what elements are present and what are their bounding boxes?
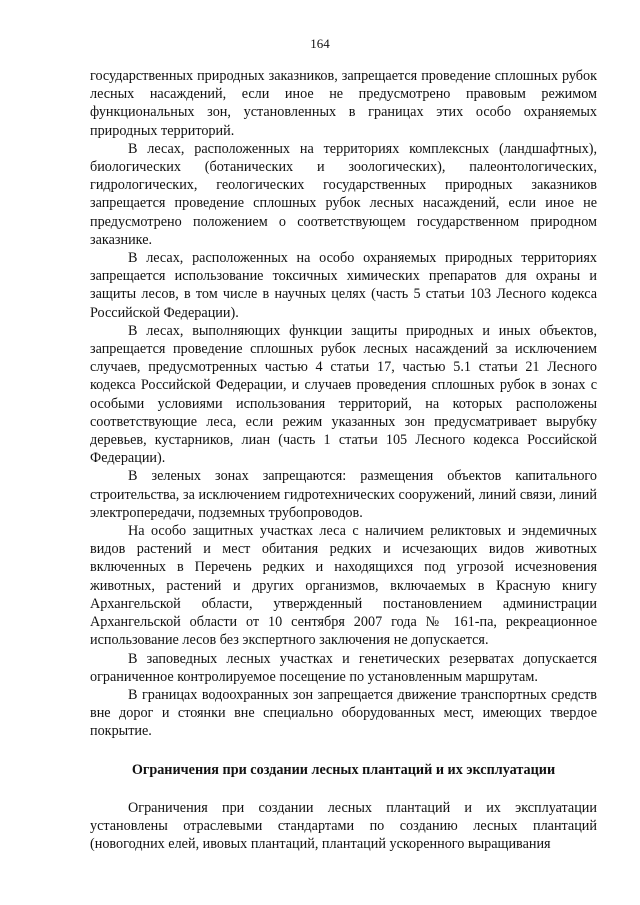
paragraph-continuation: государственных природных заказников, запрещается проведение сплошных рубок лесных насаждений, если иное не предусмотрено правовым режимом функциональных зон, установленных в границах этих особо охраняемых природных территорий. xyxy=(90,68,597,139)
paragraph: В границах водоохранных зон запрещается движение транспортных средств вне дорог и стоянки вне специально оборудованных мест, имеющих твердое покрытие. xyxy=(90,686,597,740)
page-number: 164 xyxy=(310,36,330,51)
paragraph: На особо защитных участках леса с наличием реликтовых и эндемичных видов растений и мест обитания редких и исчезающих видов животных включенных в Перечень редких и находящихся под угрозой исчезновения животных, растений и других организмов, включаемых в Красную книгу Архангельской области, утвержденный постановлением администрации Архангельской области от 10 сентября 2007 года № 161-па, рекреационное использование лесов без экспертного заключения не допускается. xyxy=(90,523,597,649)
paragraph: Ограничения при создании лесных плантаций и их эксплуатации установлены отраслевыми стандартами по созданию лесных плантаций (новогодних елей, ивовых плантаций, плантаций ускоренного выращивания xyxy=(90,799,597,853)
body-text xyxy=(90,67,597,853)
paragraph: В лесах, расположенных на особо охраняемых природных территориях запрещается использование токсичных химических препаратов для охраны и защиты лесов, в том числе в научных целях (часть 5 статьи 103 Лесного кодекса Российской Федерации). xyxy=(90,250,597,321)
paragraph: В зеленых зонах запрещаются: размещения объектов капитального строительства, за исключением гидротехнических сооружений, линий связи, линий электропередачи, подземных трубопроводов. xyxy=(90,468,597,521)
section-heading: Ограничения при создании лесных плантаций и их эксплуатации xyxy=(131,761,556,778)
paragraph: В лесах, расположенных на территориях комплексных (ландшафтных), биологических (ботанических и зоологических), палеонтологических, гидрологических, геологических государственных природных заказников запрещается проведение сплошных рубок лесных насаждений, если иное не предусмотрено положением о соответствующем государственном природном заказнике. xyxy=(90,140,597,248)
paragraph: В лесах, выполняющих функции защиты природных и иных объектов, запрещается проведение сплошных рубок лесных насаждений за исключением случаев, предусмотренных частью 4 статьи 17, частью 5.1 статьи 21 Лесного кодекса Российской Федерации, и случаев проведения сплошных рубок в зонах с особыми условиями использования территорий, на которых расположены соответствующие леса, если режим указанных зон предусматривает вырубку деревьев, кустарников, лиан (часть 1 статьи 105 Лесного кодекса Российской Федерации). xyxy=(90,322,597,467)
paragraph: В заповедных лесных участках и генетических резерватах допускается ограниченное контролируемое посещение по установленным маршрутам. xyxy=(90,650,597,685)
